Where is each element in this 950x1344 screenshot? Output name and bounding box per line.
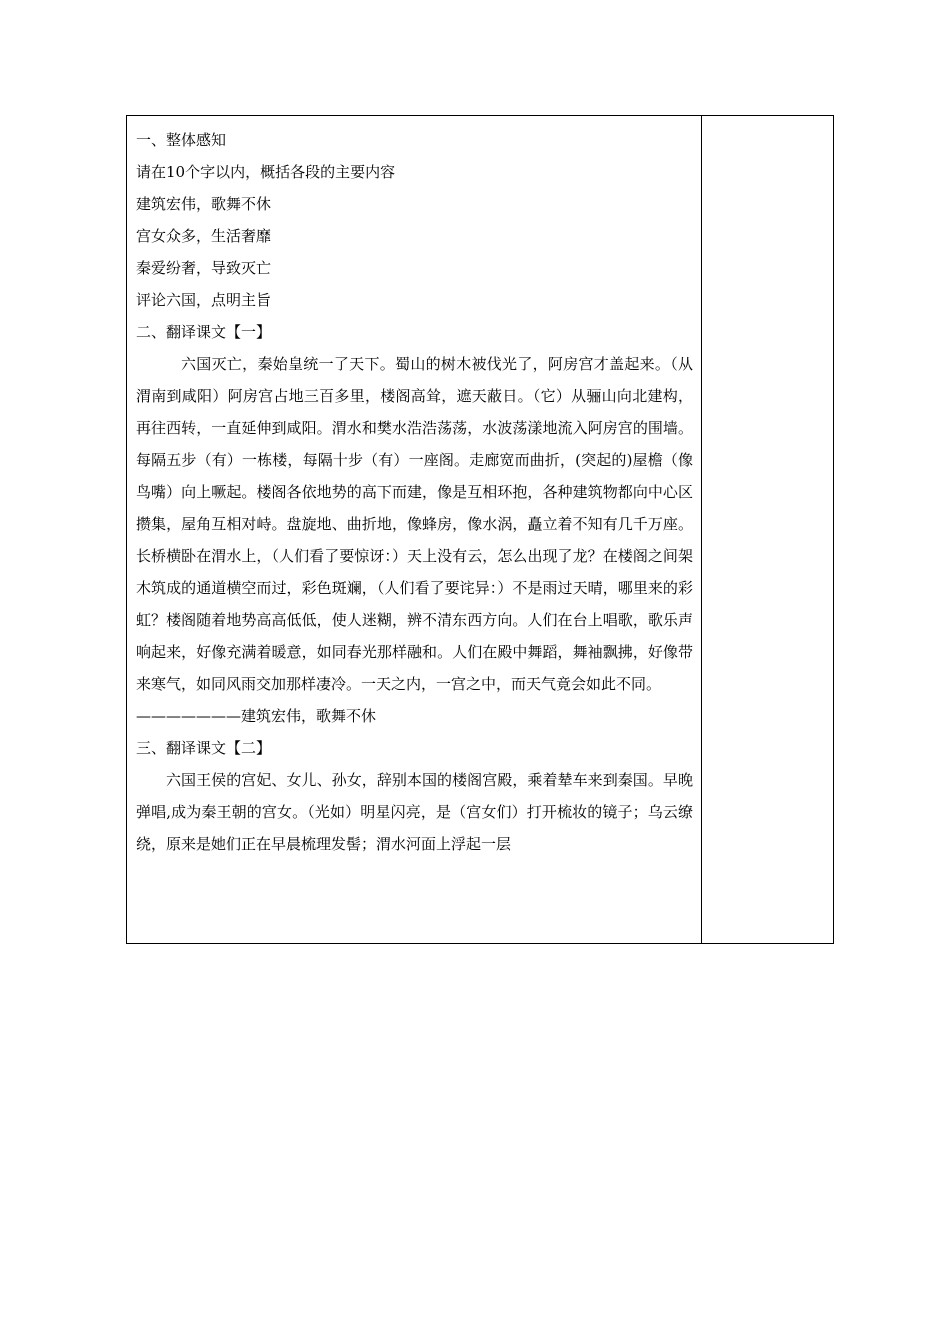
summary-line: 建筑宏伟，歌舞不休: [136, 195, 272, 213]
overview-heading: 一、整体感知: [136, 131, 227, 149]
section2-summary: ———————建筑宏伟，歌舞不休: [136, 707, 377, 725]
content-cell: [127, 116, 702, 943]
section3-translation: 六国王侯的宫妃、女儿、孙女，辞别本国的楼阁宫殿，乘着辇车来到秦国。早晚弹唱,成为秦王朝的宫女。（光如）明星闪亮，是（宫女们）打开梳妆的镜子；乌云缭绕，原来是她们正在早晨梳理发髻；渭水河面上浮起一层: [136, 771, 693, 853]
document-table: [126, 115, 834, 944]
summary-line: 宫女众多，生活奢靡: [136, 227, 272, 245]
section3-heading: 三、翻译课文【二】: [136, 739, 272, 757]
section2-heading: 二、翻译课文【一】: [136, 323, 272, 341]
section2-translation: 六国灭亡，秦始皇统一了天下。蜀山的树木被伐光了，阿房宫才盖起来。（从渭南到咸阳）阿房宫占地三百多里，楼阁高耸，遮天蔽日。（它）从骊山向北建构，再往西转，一直延伸到咸阳。渭水和樊水浩浩荡荡，水波荡漾地流入阿房宫的围墙。每隔五步（有）一栋楼，每隔十步（有）一座阁。走廊宽而曲折，(突起的)屋檐（像鸟嘴）向上噘起。楼阁各依地势的高下而建，像是互相环抱，各种建筑物都向中心区攒集，屋角互相对峙。盘旋地、曲折地，像蜂房，像水涡，矗立着不知有几千万座。长桥横卧在渭水上，（人们看了要惊讶：）天上没有云，怎么出现了龙？在楼阁之间架木筑成的通道横空而过，彩色斑斓，（人们看了要诧异：）不是雨过天晴，哪里来的彩虹？楼阁随着地势高高低低，使人迷糊，辨不清东西方向。人们在台上唱歌，歌乐声响起来，好像充满着暖意，如同春光那样融和。人们在殿中舞蹈，舞袖飘拂，好像带来寒气，如同风雨交加那样凄冷。一天之内，一宫之中，而天气竟会如此不同。: [136, 355, 693, 693]
notes-cell: [702, 116, 833, 943]
overview-prompt: 请在10个字以内，概括各段的主要内容: [136, 163, 396, 181]
summary-line: 评论六国，点明主旨: [136, 291, 272, 309]
summary-line: 秦爱纷奢，导致灭亡: [136, 259, 272, 277]
